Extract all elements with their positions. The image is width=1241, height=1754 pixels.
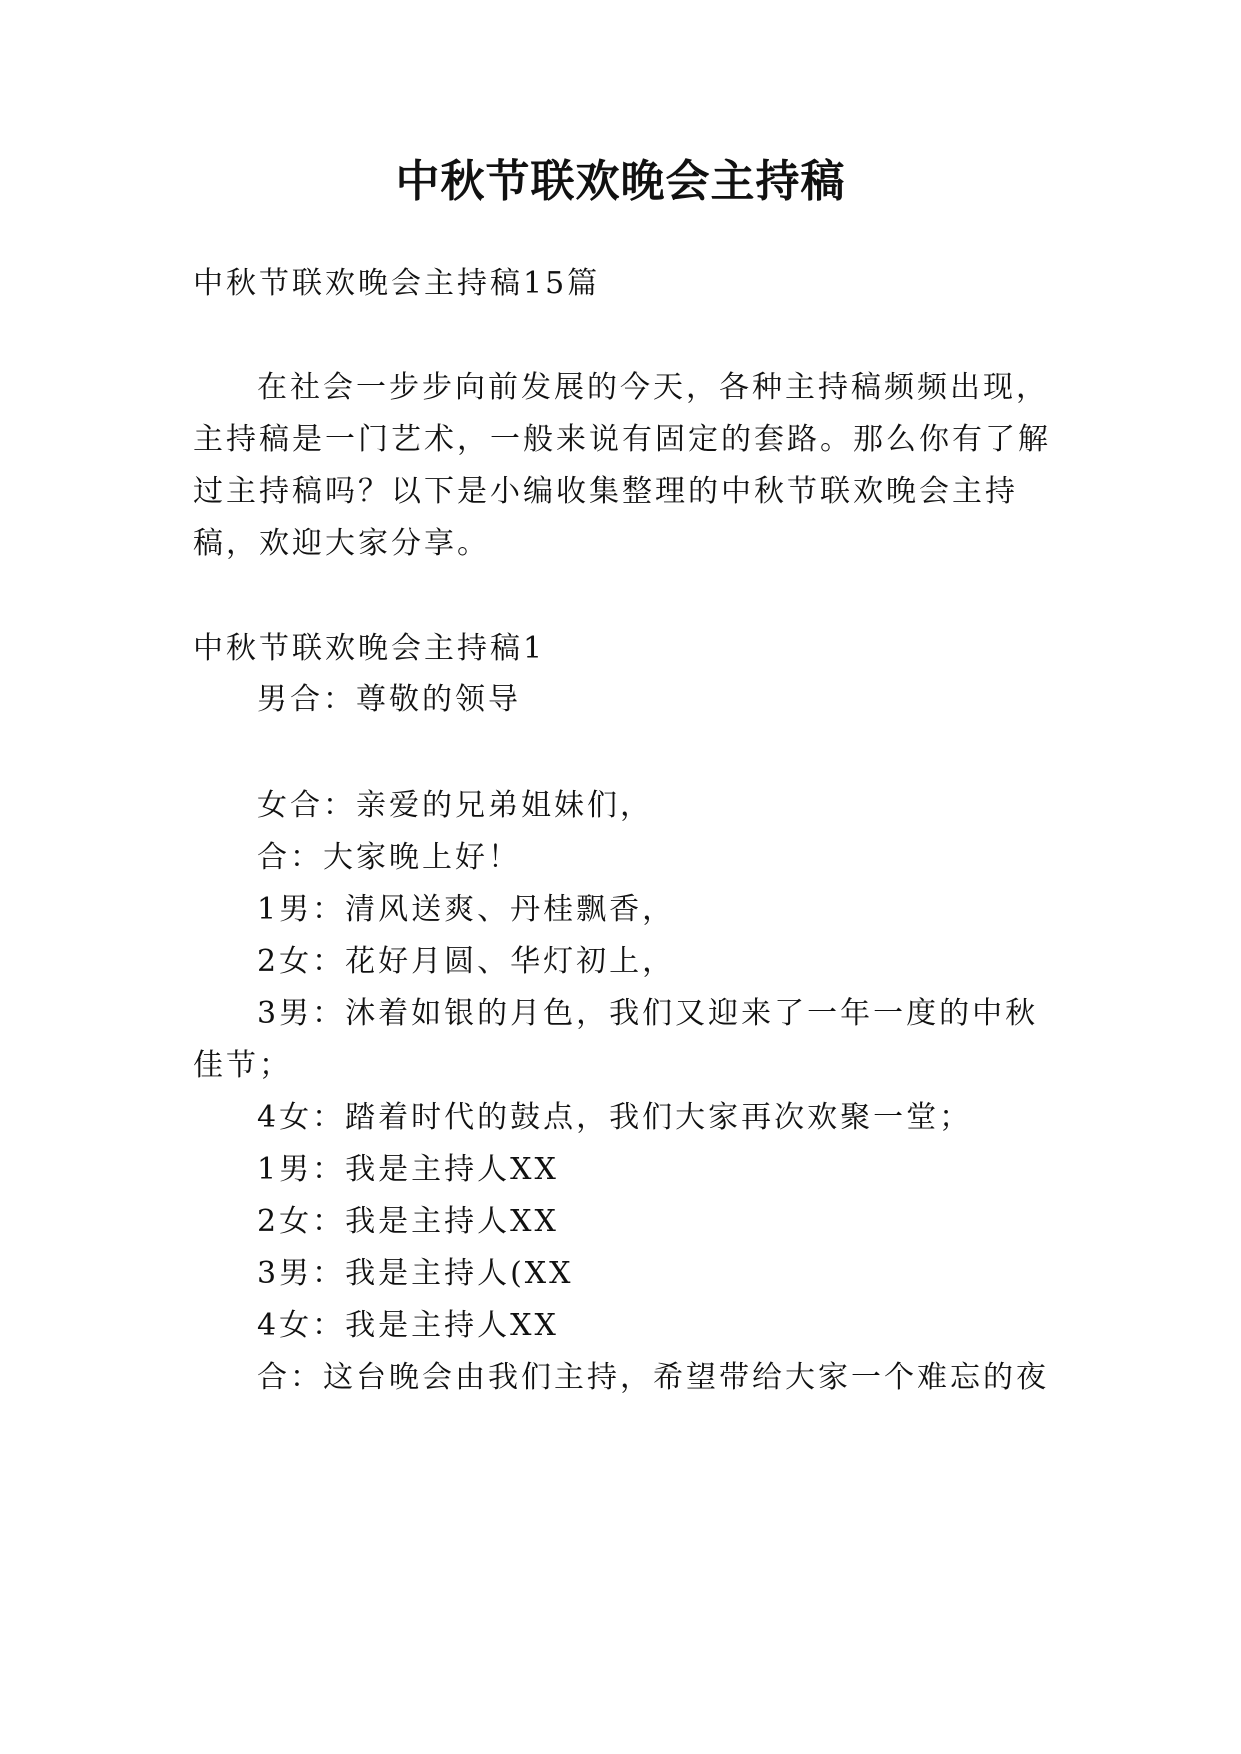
script-line: 女合：亲爱的兄弟姐妹们， (257, 788, 653, 823)
intro-line-3: 过主持稿吗？以下是小编收集整理的中秋节联欢晚会主持 (193, 474, 1018, 509)
script-line: 3男：我是主持人(XX (257, 1256, 574, 1291)
intro-line-2: 主持稿是一门艺术，一般来说有固定的套路。那么你有了解 (193, 422, 1051, 457)
script-line: 4女：踏着时代的鼓点，我们大家再次欢聚一堂； (257, 1100, 973, 1135)
script-line: 1男：我是主持人XX (257, 1152, 559, 1187)
script-line: 3男：沐着如银的月色，我们又迎来了一年一度的中秋 (257, 996, 1039, 1031)
script-line: 佳节； (193, 1048, 292, 1083)
script-line: 1男：清风送爽、丹桂飘香， (257, 892, 676, 927)
document-title: 中秋节联欢晚会主持稿 (395, 156, 846, 207)
script-line: 合：这台晚会由我们主持，希望带给大家一个难忘的夜 (257, 1360, 1049, 1395)
script-line: 合：大家晚上好！ (257, 840, 521, 875)
section-heading: 中秋节联欢晚会主持稿1 (193, 631, 546, 666)
script-line: 男合：尊敬的领导 (257, 682, 521, 717)
script-line: 4女：我是主持人XX (257, 1308, 559, 1343)
document-subtitle: 中秋节联欢晚会主持稿15篇 (193, 266, 601, 301)
script-line: 2女：我是主持人XX (257, 1204, 559, 1239)
script-line: 2女：花好月圆、华灯初上， (257, 944, 676, 979)
intro-line-1: 在社会一步步向前发展的今天，各种主持稿频频出现， (257, 370, 1049, 405)
intro-line-4: 稿，欢迎大家分享。 (193, 526, 490, 561)
